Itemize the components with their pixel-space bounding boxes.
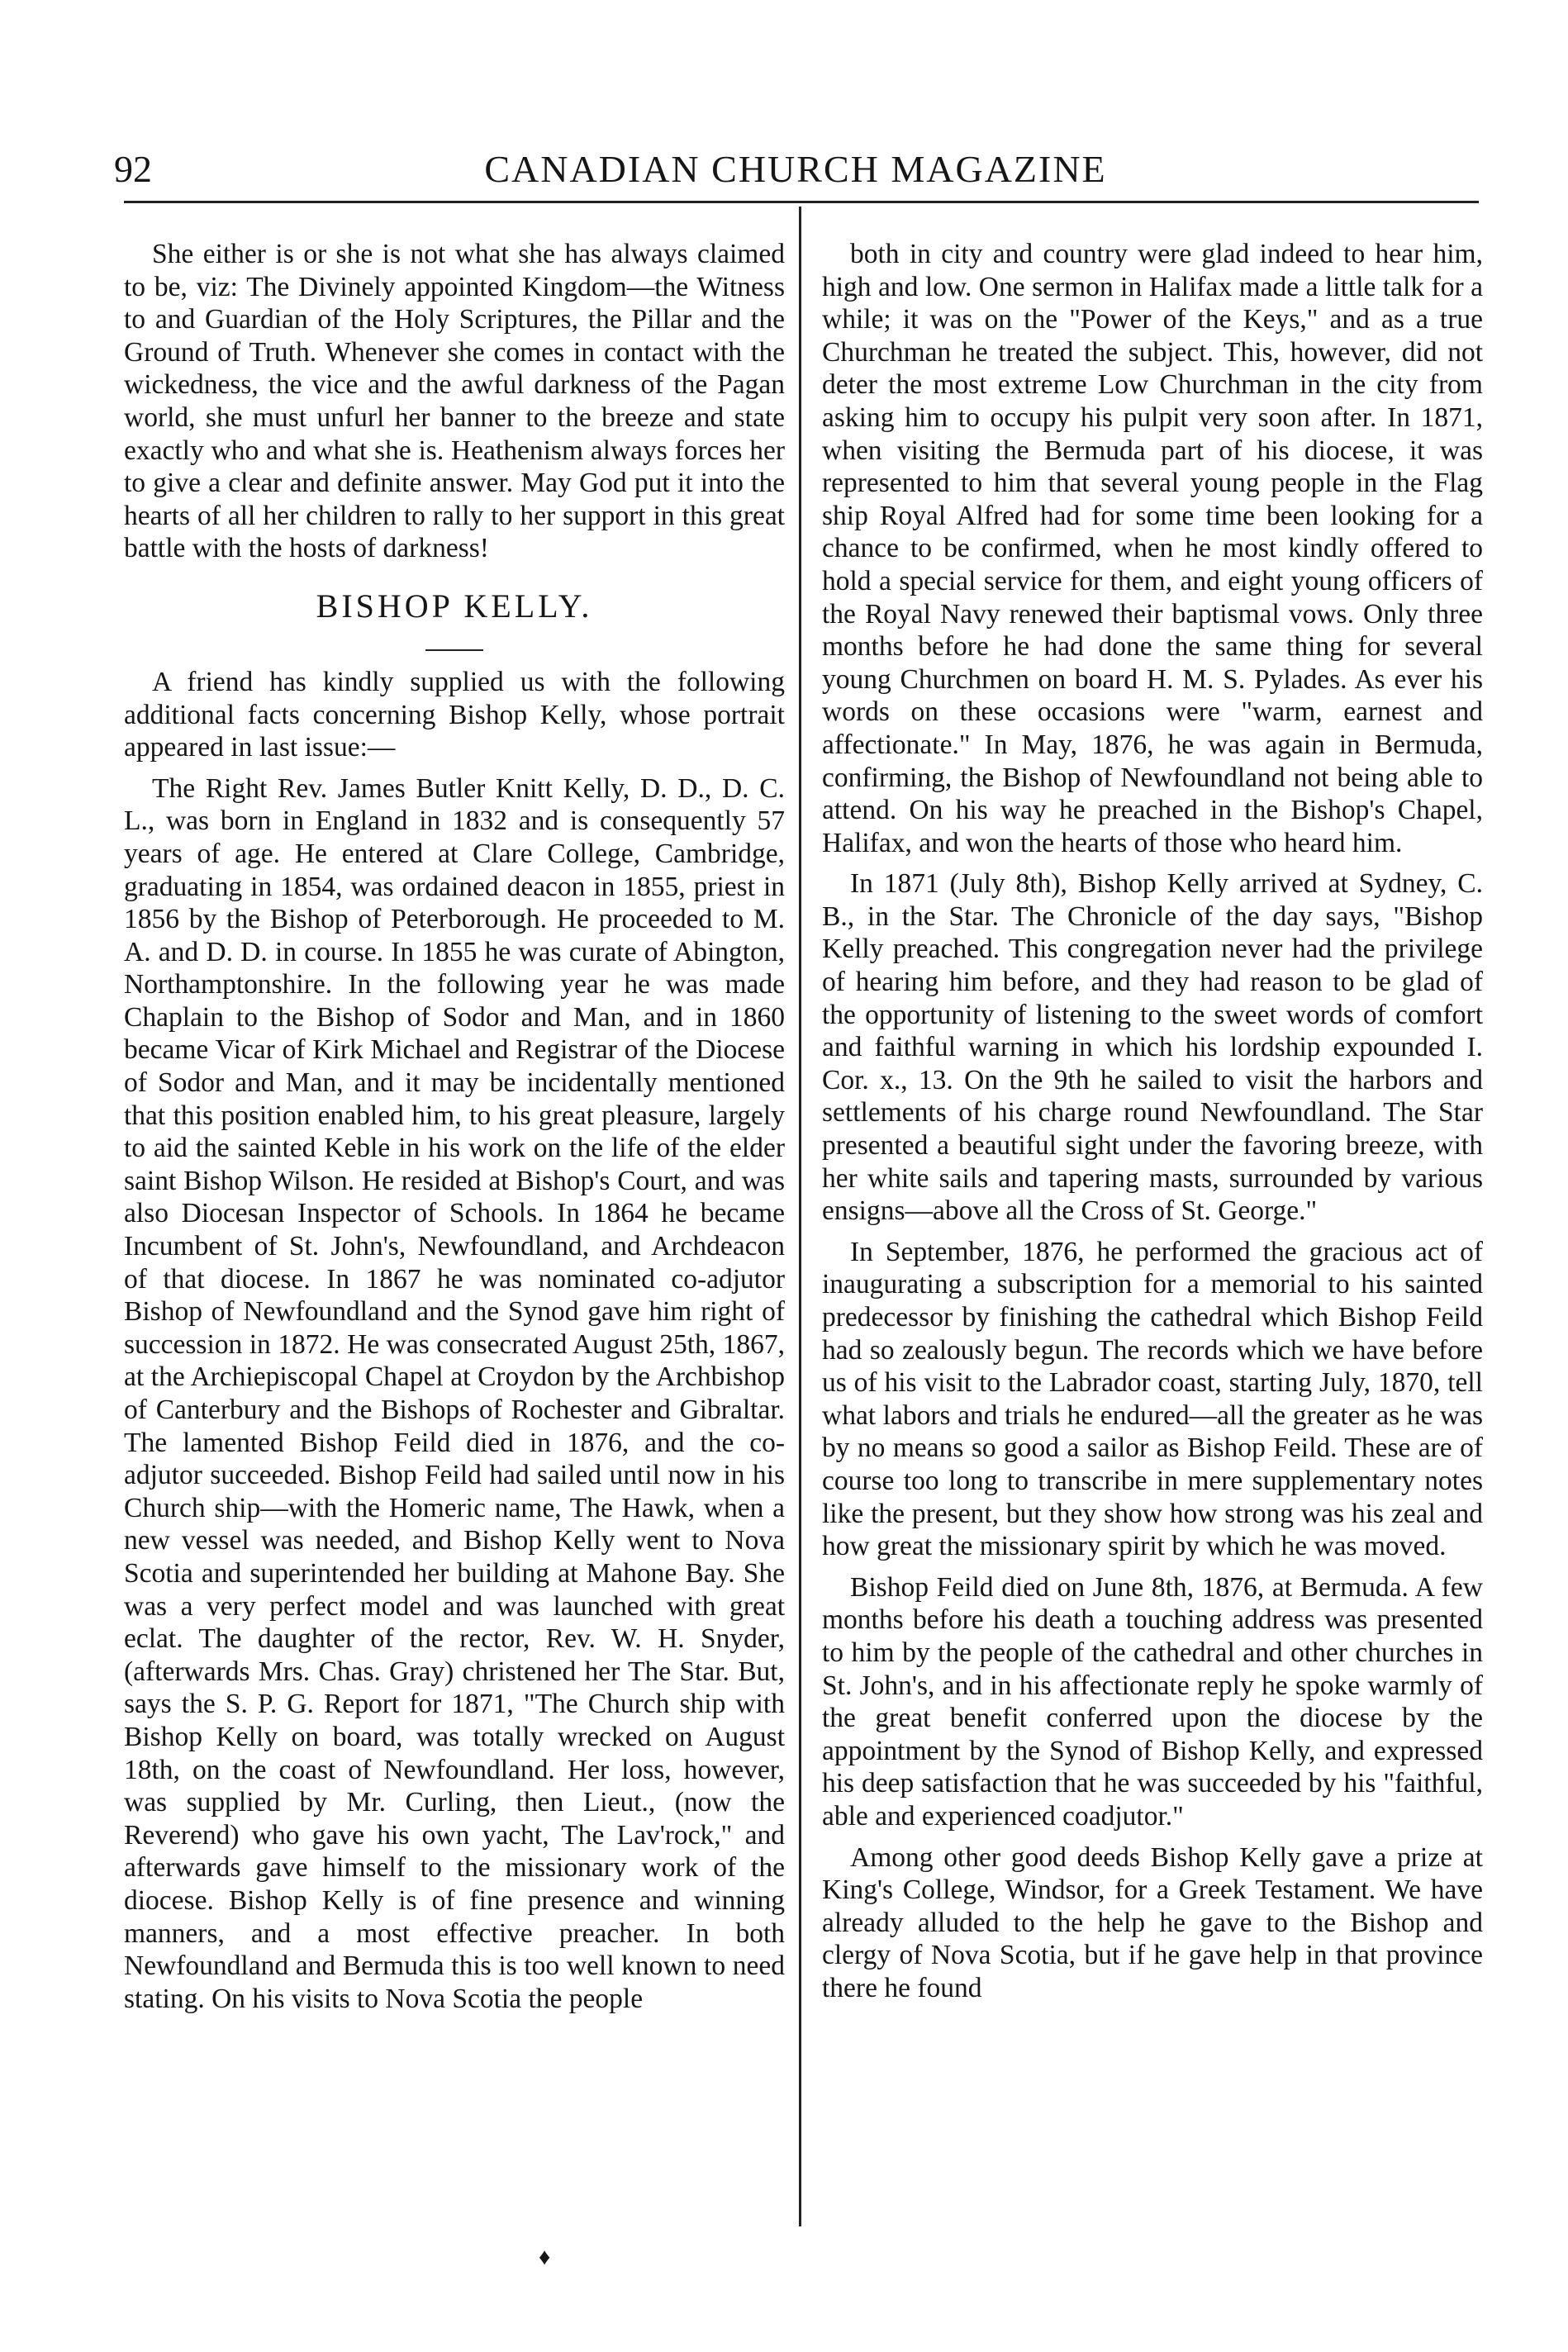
right-paragraph-1: both in city and country were glad indeed to hear him, high and low. One sermon in Halifax made a little talk for a while; it was on the "Power of the Keys," and as a true Churchman he treated the subject. This, however, did not deter the most extreme Low Churchman in the city from asking him to occupy his pulpit very soon after. In 1871, when visiting the Bermuda part of his diocese, it was represented to him that several young people in the Flag ship Royal Alfred had for some time been looking for a chance to be confirmed, when he most kindly offered to hold a special service for them, and eight young officers of the Royal Navy renewed their baptismal vows. Only three months before he had done the same thing for several young Churchmen on board H. M. S. Pylades. As ever his words on these occasions were "warm, earnest and affectionate." In May, 1876, he was again in Bermuda, confirming, the Bishop of Newfoundland not being able to attend. On his way he preached in the Bishop's Chapel, Halifax, and won the hearts of those who heard him. — [822, 239, 1483, 858]
right-paragraph-4: Bishop Feild died on June 8th, 1876, at Bermuda. A few months before his death a touching address was presented to him by the people of the cathedral and other churches in St. John's, and in his affectionate reply he spoke warmly of the great benefit conferred upon the diocese by the appointment by the Synod of Bishop Kelly, and expressed his deep satisfaction that he was succeeded by his "faithful, able and experienced coadjutor." — [822, 1571, 1483, 1832]
right-paragraph-3: In September, 1876, he performed the gracious act of inaugurating a subscription for a memorial to his sainted predecessor by finishing the cathedral which Bishop Feild had so zealously begun. The records which we have before us of his visit to the Labrador coast, starting July, 1870, tell what labors and trials he endured—all the greater as he was by no means so good a sailor as Bishop Feild. These are of course too long to transcribe in mere supplementary notes like the present, but they show how strong was his zeal and how great the missionary spirit by which he was moved. — [822, 1236, 1483, 1562]
running-title: CANADIAN CHURCH MAGAZINE — [484, 148, 1107, 190]
heading-rule — [425, 649, 483, 651]
opening-paragraph: She either is or she is not what she has always claimed to be, viz: The Divinely appointed Kingdom—the Witness to and Guardian of the Holy Scriptures, the Pillar and the Ground of Truth. Whenever she comes in contact with the wickedness, the vice and the awful darkness of the Pagan world, she must unfurl her banner to the breeze and state exactly who and what she is. Heathenism always forces her to give a clear and definite answer. May God put it into the hearts of all her children to rally to her support in this great battle with the hosts of darkness! — [124, 239, 785, 564]
column-divider — [799, 207, 801, 2226]
header-rule — [124, 201, 1479, 203]
right-column — [822, 238, 1483, 2004]
intro-paragraph: A friend has kindly supplied us with the following additional facts concerning Bishop Kelly, whose portrait appeared in last issue:— — [124, 666, 785, 763]
page-number: 92 — [114, 148, 152, 190]
body-paragraph: The Right Rev. James Butler Knitt Kelly, D. D., D. C. L., was born in England in 1832 and is consequently 57 years of age. He entered at Clare College, Cambridge, graduating in 1854, was ordained deacon in 1855, priest in 1856 by the Bishop of Peterborough. He proceeded to M. A. and D. D. in course. In 1855 he was curate of Abington, Northamptonshire. In the following year he was made Chaplain to the Bishop of Sodor and Man, and in 1860 became Vicar of Kirk Michael and Registrar of the Diocese of Sodor and Man, and it may be incidentally mentioned that this position enabled him, to his great pleasure, largely to aid the sainted Keble in his work on the life of the elder saint Bishop Wilson. He resided at Bishop's Court, and was also Diocesan Inspector of Schools. In 1864 he became Incumbent of St. John's, Newfoundland, and Archdeacon of that diocese. In 1867 he was nominated co-adjutor Bishop of Newfoundland and the Synod gave him right of succession in 1872. He was consecrated August 25th, 1867, at the Archiepiscopal Chapel at Croydon by the Archbishop of Canterbury and the Bishops of Rochester and Gibraltar. The lamented Bishop Feild died in 1876, and the co-adjutor succeeded. Bishop Feild had sailed until now in his Church ship—with the Homeric name, The Hawk, when a new vessel was needed, and Bishop Kelly went to Nova Scotia and superintended her building at Mahone Bay. She was a very perfect model and was launched with great eclat. The daughter of the rector, Rev. W. H. Snyder, (afterwards Mrs. Chas. Gray) christened her The Star. But, says the S. P. G. Report for 1871, "The Church ship with Bishop Kelly on board, was totally wrecked on August 18th, on the coast of Newfoundland. Her loss, however, was supplied by Mr. Curling, then Lieut., (now the Reverend) who gave his own yacht, The Lav'rock," and afterwards gave himself to the missionary work of the diocese. Bishop Kelly is of fine presence and winning manners, and a most effective preacher. In both Newfoundland and Bermuda this is too well known to need stating. On his visits to Nova Scotia the people — [124, 772, 785, 2014]
right-paragraph-5: Among other good deeds Bishop Kelly gave a prize at King's College, Windsor, for a Greek Testament. We have already alluded to the help he gave to the Bishop and clergy of Nova Scotia, but if he gave help in that province there he found — [822, 1841, 1483, 2003]
left-column — [124, 238, 785, 2015]
footer-ornament: ♦ — [539, 2245, 551, 2270]
right-paragraph-2: In 1871 (July 8th), Bishop Kelly arrived at Sydney, C. B., in the Star. The Chronicle of the day says, "Bishop Kelly preached. This congregation never had the privilege of hearing him before, and they had reason to be glad of the opportunity of listening to the sweet words of comfort and faithful warning in which his lordship expounded I. Cor. x., 13. On the 9th he sailed to visit the harbors and settlements of his charge round Newfoundland. The Star presented a beautiful sight under the favoring breeze, with her white sails and tapering masts, surrounded by various ensigns—above all the Cross of St. George." — [822, 868, 1483, 1227]
section-heading: BISHOP KELLY. — [316, 587, 593, 625]
page-header — [114, 145, 1477, 194]
